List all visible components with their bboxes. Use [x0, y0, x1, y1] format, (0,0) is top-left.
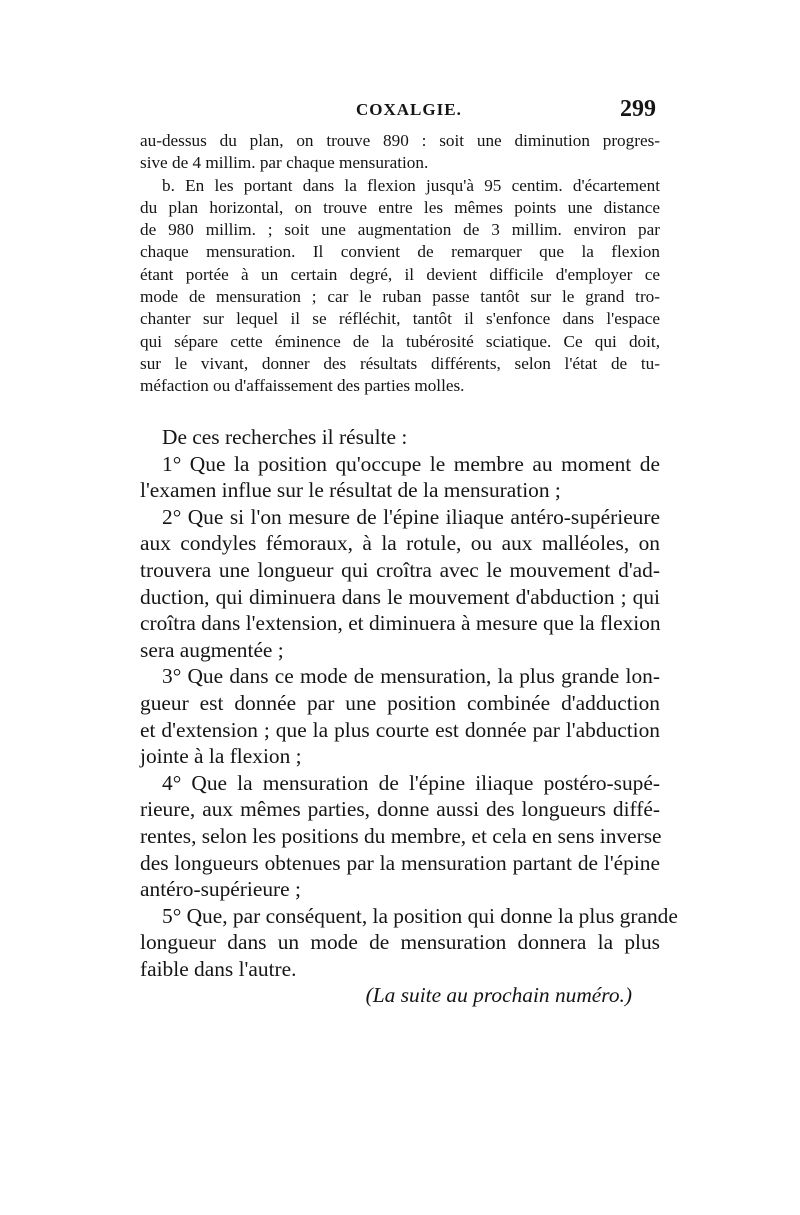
text-line: duction, qui diminuera dans le mouvement d'abduction ; qui [140, 584, 660, 609]
text-line: sive de 4 millim. par chaque mensuration. [140, 153, 429, 173]
text-line: sera augmentée ; [140, 637, 284, 662]
text-line: méfaction ou d'affaissement des parties molles. [140, 376, 465, 396]
text-line: des longueurs obtenues par la mensuration partant de l'épine [140, 850, 660, 875]
running-title: COXALGIE. [356, 100, 462, 119]
text-line: jointe à la flexion ; [140, 744, 302, 769]
text-line: rieure, aux mêmes parties, donne aussi des longueurs diffé- [140, 797, 660, 822]
continuation-note: (La suite au prochain numéro.) [365, 983, 632, 1008]
text-line: 5° Que, par conséquent, la position qui donne la plus grande [162, 903, 678, 928]
text-line: antéro-supérieure ; [140, 877, 301, 902]
text-line: qui sépare cette éminence de la tubérosité sciatique. Ce qui doit, [140, 331, 660, 351]
text-line: 2° Que si l'on mesure de l'épine iliaque antéro-supérieure [162, 504, 660, 529]
text-line: et d'extension ; que la plus courte est donnée par l'abduction [140, 717, 660, 742]
text-line: croîtra dans l'extension, et diminuera à mesure que la flexion [140, 611, 661, 636]
text-line: trouvera une longueur qui croîtra avec le mouvement d'ad- [140, 557, 660, 582]
text-line: chanter sur lequel il se réfléchit, tantôt il s'enfonce dans l'espace [140, 309, 660, 329]
text-line: longueur dans un mode de mensuration donnera la plus [140, 930, 660, 955]
text-line: 1° Que la position qu'occupe le membre au moment de [162, 451, 660, 476]
text-line: chaque mensuration. Il convient de remarquer que la flexion [140, 242, 660, 262]
text-line: faible dans l'autre. [140, 956, 297, 981]
text-line: aux condyles fémoraux, à la rotule, ou aux malléoles, on [140, 531, 660, 556]
conclusions-section [140, 424, 678, 1009]
page-number: 299 [620, 96, 656, 122]
section-intro: De ces recherches il résulte : [162, 425, 408, 449]
text-line: l'examen influe sur le résultat de la mensuration ; [140, 478, 561, 503]
small-print-paragraph [140, 130, 660, 398]
text-line: mode de mensuration ; car le ruban passe tantôt sur le grand tro- [140, 287, 660, 307]
text-line: 3° Que dans ce mode de mensuration, la plus grande lon- [162, 664, 660, 689]
text-line: du plan horizontal, on trouve entre les mêmes points une distance [140, 197, 660, 217]
text-line: rentes, selon les positions du membre, et cela en sens inverse [140, 823, 662, 848]
text-line: gueur est donnée par une position combinée d'adduction [140, 690, 660, 715]
text-line: b. En les portant dans la flexion jusqu'à 95 centim. d'écartement [162, 175, 660, 195]
text-line: étant portée à un certain degré, il devient difficile d'employer ce [140, 264, 660, 284]
text-line: sur le vivant, donner des résultats différents, selon l'état de tu- [140, 353, 660, 373]
text-line: au-dessus du plan, on trouve 890 : soit une diminution progres- [140, 131, 660, 150]
text-line: de 980 millim. ; soit une augmentation de 3 millim. environ par [140, 220, 660, 240]
text-line: 4° Que la mensuration de l'épine iliaque postéro-supé- [162, 770, 660, 795]
running-header [140, 96, 660, 124]
